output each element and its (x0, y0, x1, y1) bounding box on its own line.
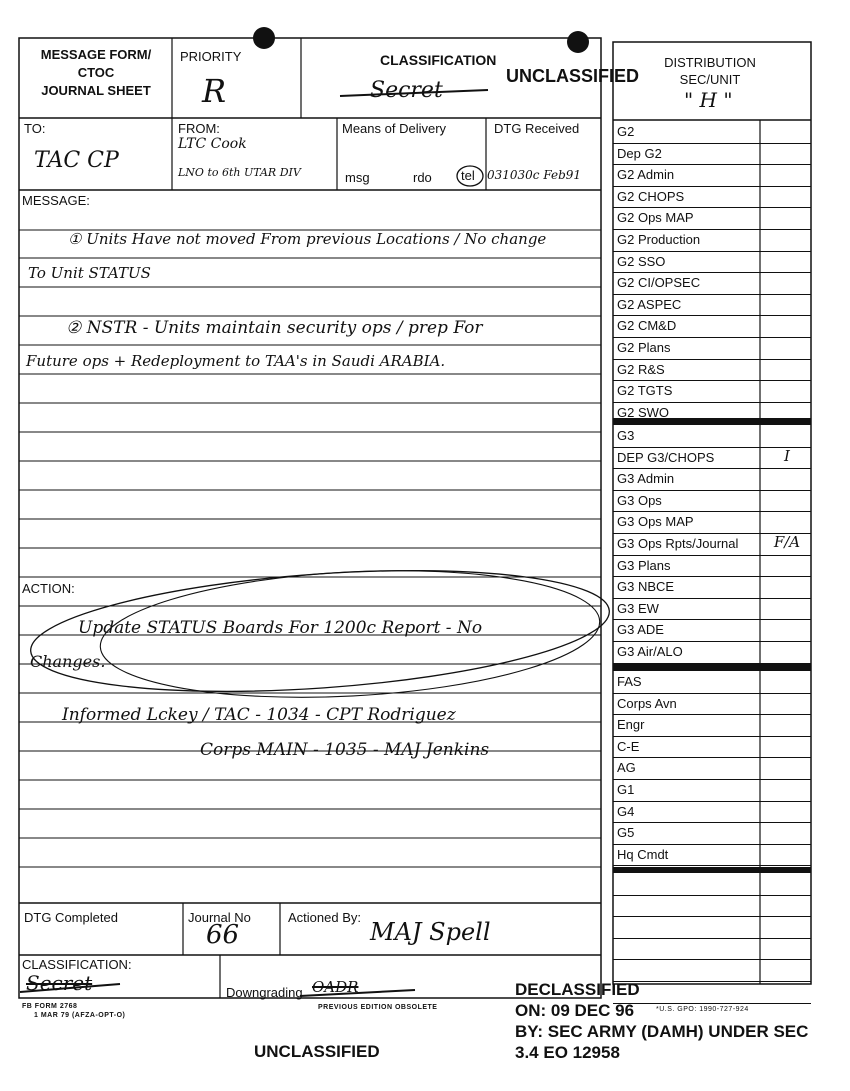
message-line-1: ① Units Have not moved From previous Locations / No change (68, 230, 547, 248)
distribution-row (613, 873, 811, 896)
distribution-row-label: G2 R&S (617, 361, 665, 377)
distribution-row (613, 533, 811, 556)
message-label: MESSAGE: (22, 193, 90, 208)
distribution-row-label: G2 Plans (617, 340, 671, 355)
gpo-note: *U.S. GPO: 1990-727-924 (656, 1006, 749, 1013)
distribution-row (613, 380, 811, 403)
distribution-row-label: G2 SWO (617, 404, 670, 420)
distribution-row-label: G2 Ops MAP (617, 210, 694, 226)
distribution-row (613, 916, 811, 939)
distribution-row (613, 757, 811, 780)
distribution-row-label: G1 (617, 782, 635, 797)
distribution-row (613, 938, 811, 961)
distribution-row (613, 619, 811, 642)
distribution-row-mark: I (784, 446, 790, 465)
distribution-row (613, 207, 811, 230)
classification-label: CLASSIFICATION (380, 52, 497, 68)
distribution-row (613, 294, 811, 317)
means-of-delivery-label: Means of Delivery (342, 121, 447, 136)
distribution-row (613, 315, 811, 338)
distribution-row (613, 714, 811, 737)
distribution-row (613, 671, 811, 694)
journal-no-value: 66 (206, 920, 240, 950)
distribution-row (613, 337, 811, 360)
to-label: TO: (24, 121, 46, 136)
distribution-row (613, 844, 811, 867)
actioned-by-signature: MAJ Spell (370, 918, 491, 946)
distribution-row (613, 801, 811, 824)
dtg-received-value: 031030c Feb91 (487, 168, 582, 182)
delivery-tel: tel (461, 168, 475, 183)
action-line-1: Update STATUS Boards For 1200c Report - No (78, 618, 483, 638)
footer-classification-label: CLASSIFICATION: (22, 957, 132, 972)
distribution-row (613, 511, 811, 534)
distribution-row (613, 425, 811, 448)
distribution-row-label: G3 Plans (617, 557, 671, 573)
distribution-row-label: G2 SSO (617, 253, 666, 269)
distribution-row (613, 736, 811, 759)
distribution-row (613, 490, 811, 513)
distribution-row (613, 447, 811, 470)
distribution-row-label: G2 Admin (617, 167, 675, 183)
delivery-rdo: rdo (413, 170, 432, 185)
from-label: FROM: (178, 121, 220, 136)
priority-label: PRIORITY (180, 49, 242, 64)
distribution-row (613, 693, 811, 716)
distribution-row-label: G2 TGTS (617, 383, 673, 399)
distribution-row-label: G3 Air/ALO (617, 644, 683, 659)
distribution-row (613, 272, 811, 295)
form-title-line3: JOURNAL SHEET (41, 83, 151, 98)
message-line-3: ② NSTR - Units maintain security ops / prep For (66, 318, 483, 338)
distribution-title (630, 54, 790, 88)
distribution-row-label: C-E (617, 738, 640, 754)
actioned-by-label: Actioned By: (288, 910, 361, 925)
distribution-row (613, 779, 811, 802)
classification-handwritten: Secret (370, 78, 443, 103)
action-label: ACTION: (22, 581, 75, 596)
journal-no-label: Journal No (188, 910, 251, 925)
from-line2: LNO to 6th UTAR DIV (178, 166, 301, 179)
distribution-row (613, 576, 811, 599)
distribution-row (613, 251, 811, 274)
distribution-row (613, 641, 811, 664)
distribution-row-label: FAS (617, 674, 642, 689)
distribution-row-label: G2 Production (617, 232, 701, 247)
from-line1: LTC Cook (178, 136, 247, 152)
distribution-row-label: G3 Ops MAP (617, 514, 694, 530)
distribution-row-label: G3 Ops (617, 492, 662, 508)
distribution-row-label: DEP G3/CHOPS (617, 449, 715, 465)
priority-value: R (202, 72, 227, 110)
distribution-unit-value: " H " (684, 88, 733, 112)
distribution-row (613, 822, 811, 845)
unclassified-stamp-top: UNCLASSIFIED (506, 66, 640, 86)
distribution-row-label: G3 ADE (617, 622, 664, 638)
distribution-row (613, 555, 811, 578)
distribution-row (613, 895, 811, 918)
distribution-row (613, 186, 811, 209)
distribution-row-label: G3 Admin (617, 471, 675, 487)
distribution-row-label: G2 ASPEC (617, 296, 682, 312)
distribution-row-label: G3 (617, 428, 635, 443)
distribution-row-label: G2 CI/OPSEC (617, 275, 701, 291)
distribution-row-label: G4 (617, 803, 635, 819)
distribution-row (613, 143, 811, 166)
form-title-line2: CTOC (77, 65, 115, 80)
distribution-row-label: G3 Ops Rpts/Journal (617, 536, 739, 551)
form-number-line2: 1 MAR 79 (AFZA-OPT-O) (34, 1012, 126, 1019)
distribution-row-mark: F/A (773, 533, 801, 551)
distribution-row (613, 121, 811, 144)
distribution-row (613, 468, 811, 491)
action-line-3: Informed Lckey / TAC - 1034 - CPT Rodriguez (62, 705, 456, 725)
distribution-row (613, 229, 811, 252)
distribution-row (613, 359, 811, 382)
distribution-row-label: G5 (617, 825, 635, 841)
dtg-completed-label: DTG Completed (24, 910, 118, 925)
unclassified-stamp-bottom: UNCLASSIFIED (254, 1042, 380, 1061)
distribution-row-label: Corps Avn (617, 695, 677, 711)
distribution-row-label: G2 CM&D (617, 318, 677, 334)
declassified-line1: DECLASSIFIED (515, 980, 640, 999)
distribution-row-label: AG (617, 760, 636, 776)
declassified-line3: BY: SEC ARMY (DAMH) UNDER SEC (515, 1022, 809, 1041)
distribution-row-label: G2 (617, 124, 635, 139)
message-line-4: Future ops + Redeployment to TAA's in Saudi ARABIA. (26, 352, 446, 370)
distribution-row (613, 981, 811, 1004)
distribution-title-line2: SEC/UNIT (679, 72, 741, 87)
message-line-2: To Unit STATUS (28, 264, 151, 282)
footer-classification-value: Secret (26, 971, 93, 995)
distribution-row-label: Engr (617, 717, 645, 733)
distribution-row (613, 959, 811, 982)
distribution-row-label: G3 EW (617, 600, 659, 616)
form-number-line1: FB FORM 2768 (22, 1003, 78, 1010)
distribution-row-label: G2 CHOPS (617, 188, 685, 204)
declassified-line2: ON: 09 DEC 96 (515, 1001, 635, 1020)
declassified-line4: 3.4 EO 12958 (515, 1043, 620, 1062)
distribution-row-label: G3 NBCE (617, 579, 675, 595)
to-value: TAC CP (34, 148, 119, 173)
previous-edition-note: PREVIOUS EDITION OBSOLETE (318, 1004, 438, 1011)
form-title (22, 46, 170, 100)
form-title-line1: MESSAGE FORM/ (40, 47, 152, 62)
downgrading-label: Downgrading (226, 985, 303, 1000)
action-line-2: Changes. (30, 652, 106, 671)
distribution-title-line1: DISTRIBUTION (664, 55, 756, 70)
distribution-row (613, 598, 811, 621)
delivery-msg: msg (345, 170, 370, 185)
distribution-row (613, 164, 811, 187)
dtg-received-label: DTG Received (494, 121, 580, 136)
action-line-4: Corps MAIN - 1035 - MAJ Jenkins (200, 740, 490, 760)
distribution-row-label: Dep G2 (617, 145, 662, 161)
downgrading-value: OADR (312, 978, 359, 996)
distribution-row (613, 402, 811, 425)
distribution-row-label: Hq Cmdt (617, 846, 669, 862)
